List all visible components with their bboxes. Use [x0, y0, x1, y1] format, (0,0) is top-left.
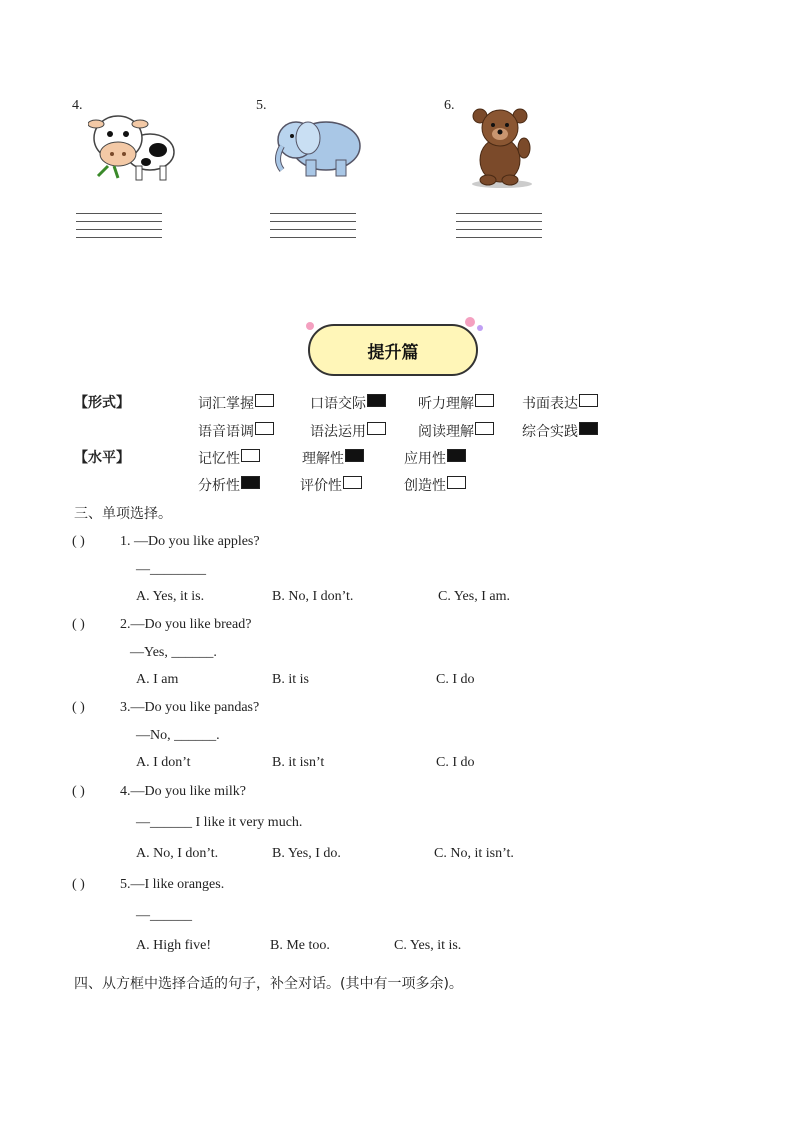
- answer-lines-4: [76, 213, 162, 245]
- answer-blank: —Yes, ______.: [130, 645, 217, 660]
- level-label: 【水平】: [74, 450, 130, 466]
- option-c: C. Yes, it is.: [394, 938, 462, 953]
- level-item-analysis: 分析性: [198, 475, 260, 495]
- option-a: A. I don’t: [136, 755, 191, 770]
- level-item-memory: 记忆性: [198, 448, 260, 468]
- elephant-icon: [272, 112, 366, 180]
- level-item-evaluation: 评价性: [300, 475, 362, 495]
- form-item-writing: 书面表达: [522, 393, 598, 413]
- option-b: B. Me too.: [270, 938, 330, 953]
- answer-paren[interactable]: ( ): [72, 784, 85, 799]
- picture-number-6: 6.: [444, 98, 455, 113]
- form-label: 【形式】: [74, 395, 130, 411]
- question-stem: 5.—I like oranges.: [120, 877, 225, 892]
- form-item-grammar: 语法运用: [310, 421, 386, 441]
- section4-title: 四、从方框中选择合适的句子，补全对话。(其中有一项多余)。: [74, 976, 463, 992]
- option-c: C. Yes, I am.: [438, 589, 510, 604]
- answer-paren[interactable]: ( ): [72, 877, 85, 892]
- checkbox-checked: [579, 422, 598, 435]
- bear-icon: [466, 104, 536, 188]
- banner: [308, 324, 478, 376]
- form-item-vocabulary: 词汇掌握: [198, 393, 274, 413]
- level-item-application: 应用性: [404, 448, 466, 468]
- section3-title: 三、单项选择。: [74, 506, 172, 522]
- answer-blank: —______ I like it very much.: [136, 815, 303, 830]
- option-b: B. Yes, I do.: [272, 846, 341, 861]
- checkbox: [475, 394, 494, 407]
- answer-paren[interactable]: ( ): [72, 534, 85, 549]
- picture-number-5: 5.: [256, 98, 267, 113]
- question-stem: 1. —Do you like apples?: [120, 534, 260, 549]
- question-stem: 2.—Do you like bread?: [120, 617, 252, 632]
- checkbox-checked: [447, 449, 466, 462]
- checkbox-checked: [241, 476, 260, 489]
- checkbox: [255, 422, 274, 435]
- option-a: A. I am: [136, 672, 179, 687]
- answer-lines-5: [270, 213, 356, 245]
- level-item-understanding: 理解性: [302, 448, 364, 468]
- answer-blank: —______: [136, 908, 192, 923]
- level-item-creation: 创造性: [404, 475, 466, 495]
- checkbox-checked: [367, 394, 386, 407]
- answer-blank: —________: [136, 562, 206, 577]
- answer-lines-6: [456, 213, 542, 245]
- question-stem: 3.—Do you like pandas?: [120, 700, 260, 715]
- option-b: B. No, I don’t.: [272, 589, 354, 604]
- option-a: A. High five!: [136, 938, 212, 953]
- checkbox: [241, 449, 260, 462]
- question-stem: 4.—Do you like milk?: [120, 784, 246, 799]
- option-c: C. I do: [436, 755, 475, 770]
- option-c: C. I do: [436, 672, 475, 687]
- checkbox: [447, 476, 466, 489]
- picture-number-4: 4.: [72, 98, 83, 113]
- form-item-practice: 综合实践: [522, 421, 598, 441]
- banner-title: 提升篇: [367, 343, 419, 363]
- checkbox-checked: [345, 449, 364, 462]
- option-a: A. Yes, it is.: [136, 589, 205, 604]
- option-b: B. it is: [272, 672, 309, 687]
- checkbox: [255, 394, 274, 407]
- answer-paren[interactable]: ( ): [72, 617, 85, 632]
- option-c: C. No, it isn’t.: [434, 846, 514, 861]
- checkbox: [343, 476, 362, 489]
- checkbox: [475, 422, 494, 435]
- cow-icon: [88, 110, 176, 186]
- form-item-oral: 口语交际: [310, 393, 386, 413]
- checkbox: [579, 394, 598, 407]
- option-a: A. No, I don’t.: [136, 846, 219, 861]
- option-b: B. it isn’t: [272, 755, 325, 770]
- answer-blank: —No, ______.: [136, 728, 220, 743]
- answer-paren[interactable]: ( ): [72, 700, 85, 715]
- checkbox: [367, 422, 386, 435]
- form-item-pronunciation: 语音语调: [198, 421, 274, 441]
- form-item-reading: 阅读理解: [418, 421, 494, 441]
- form-item-listening: 听力理解: [418, 393, 494, 413]
